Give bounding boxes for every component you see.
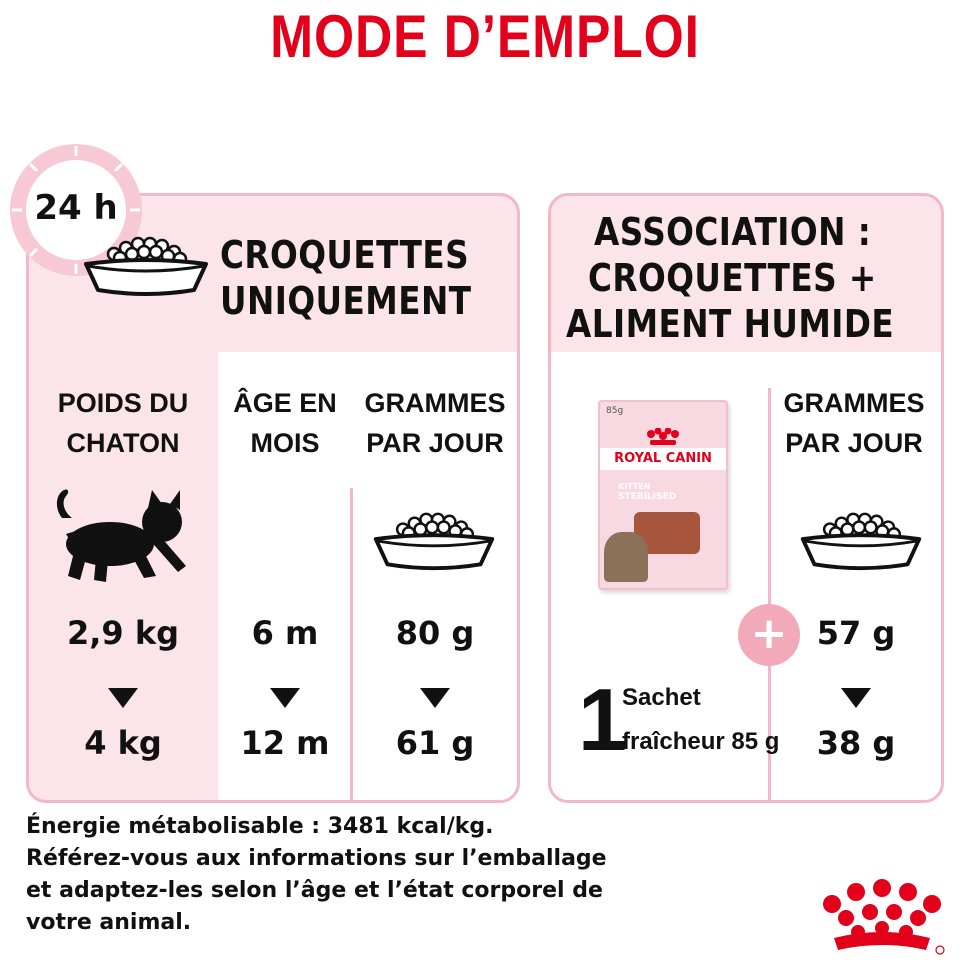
mixed-grams-end-value: 38 g	[816, 724, 896, 762]
footer-line4: votre animal.	[26, 910, 192, 935]
age-start-value: 6 m	[251, 614, 319, 652]
sachet-count: 1	[578, 670, 627, 769]
pouch-crown-icon	[646, 428, 680, 450]
sachet-label-line1: Sachet	[622, 684, 701, 711]
grams-end-value: 61 g	[395, 724, 475, 762]
column-header-age-line2: MOIS	[250, 428, 320, 458]
footer-line3: et adaptez-les selon l’âge et l’état corporel de	[26, 878, 603, 903]
footer-line2: Référez-vous aux informations sur l’emballage	[26, 846, 607, 871]
arrow-down-icon	[270, 688, 300, 708]
pouch-product-line1: KITTEN	[618, 482, 651, 491]
page-title: MODE D’EMPLOI	[270, 3, 700, 70]
sachet-label-line2: fraîcheur 85 g	[622, 728, 780, 755]
panel-heading-line2: UNIQUEMENT	[220, 279, 472, 323]
panel-heading-line2: CROQUETTES +	[588, 256, 877, 300]
bowl-icon	[80, 232, 212, 300]
royal-canin-crown-logo	[812, 878, 952, 958]
pouch-product-line2: STERILISED	[618, 492, 677, 502]
column-header-grams	[353, 383, 517, 463]
footer-note	[26, 811, 666, 939]
column-header-weight-line2: CHATON	[66, 428, 180, 458]
bowl-icon	[369, 508, 499, 574]
arrow-down-icon	[420, 688, 450, 708]
pouch-kitten-photo	[604, 532, 648, 582]
column-header-weight	[30, 383, 216, 463]
pouch-weight: 85g	[606, 406, 624, 416]
column-header-weight-line1: POIDS DU	[57, 388, 189, 418]
column-header-grams-line1: GRAMMES	[783, 388, 925, 418]
column-header-grams-line2: PAR JOUR	[785, 428, 923, 458]
footer-line1: Énergie métabolisable : 3481 kcal/kg.	[26, 814, 494, 839]
pouch-image	[598, 400, 728, 590]
arrow-down-icon	[841, 688, 871, 708]
panel-heading-line1: ASSOCIATION :	[594, 210, 872, 254]
column-header-grams-line1: GRAMMES	[364, 388, 506, 418]
grams-start-value: 80 g	[395, 614, 475, 652]
bowl-icon	[796, 508, 926, 574]
panel-heading-line1: CROQUETTES	[220, 233, 470, 277]
plus-sign: +	[750, 608, 788, 659]
mixed-grams-start-value: 57 g	[816, 614, 896, 652]
age-end-value: 12 m	[240, 724, 330, 762]
column-header-age	[220, 383, 350, 463]
kitten-silhouette-icon	[52, 488, 192, 588]
panel-heading-line3: ALIMENT HUMIDE	[566, 302, 895, 346]
arrow-down-icon	[108, 688, 138, 708]
clock-label: 24 h	[34, 188, 118, 228]
pouch-brand: ROYAL CANIN	[614, 451, 712, 466]
weight-end-value: 4 kg	[84, 724, 162, 762]
column-header-grams-line2: PAR JOUR	[366, 428, 504, 458]
column-header-grams	[772, 383, 936, 463]
weight-start-value: 2,9 kg	[66, 614, 179, 652]
column-header-age-line1: ÂGE EN	[233, 388, 337, 418]
